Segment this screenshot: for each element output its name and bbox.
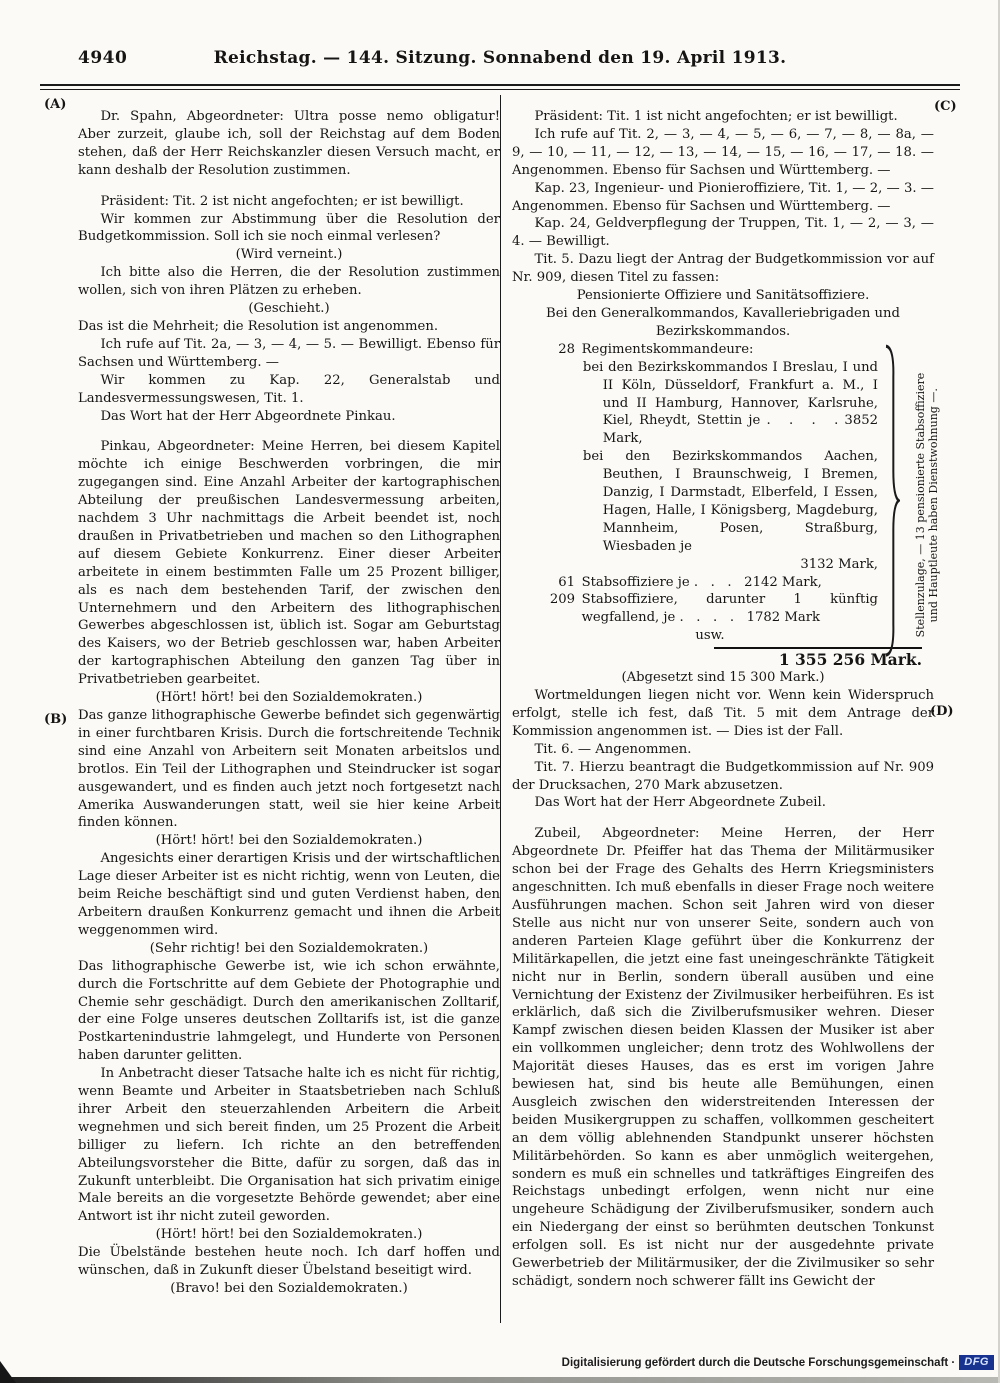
stage-direction: (Hört! hört! bei den Sozialdemokraten.)	[155, 833, 423, 849]
item-number: 61	[558, 574, 575, 590]
paragraph: Kap. 23, Ingenieur- und Pionieroffiziere, Tit. 1, — 2, — 3. — Angenommen. Ebenso für Sachsen und Württemberg. —	[512, 180, 934, 214]
margin-marker-c: (C)	[934, 99, 957, 114]
paragraph: Ich rufe auf Tit. 2a, — 3, — 4, — 5. — Bewilligt. Ebenso für Sachsen und Württemberg. —	[78, 336, 500, 370]
paragraph: Ich bitte also die Herren, die der Resolution zustimmen wollen, sich von ihren Plätzen zu erheben.	[78, 265, 500, 299]
paragraph: Die Übelstände bestehen heute noch. Ich darf hoffen und wünschen, daß in Zukunft dieser Übelstand beseitigt wird.	[78, 1245, 500, 1279]
budget-line: bei den Bezirkskommandos I Breslau, I und II Köln, Düsseldorf, Frankfurt a. M., I und II Hamburg, Hannover, Karlsruhe, Kiel, Rheydt, Stettin je . . . . 3852 Mark,	[582, 359, 878, 447]
budget-line: 209 Stabsoffiziere, darunter 1 künftig wegfallend, je . . . . 1782 Mark	[542, 591, 878, 627]
budget-block	[542, 341, 940, 670]
margin-marker-b: (B)	[44, 712, 68, 727]
paragraph: Angesichts einer derartigen Krisis und der wirtschaftlichen Lage dieser Arbeiter ist es nicht richtig, wenn von Leuten, die beim Reiche beschäftigt sind und guten Verdienst haben, den Arbeitern draußen Konkurrenz gemacht und ihnen die Arbeit weggenommen wird.	[78, 851, 500, 938]
right-column	[512, 95, 940, 1291]
footer-credit-text: Digitalisierung gefördert durch die Deutsche Forschungsgemeinschaft ·	[561, 1356, 956, 1369]
right-column-top	[512, 108, 934, 341]
scan-edge-corner	[0, 1361, 16, 1383]
paragraph: In Anbetracht dieser Tatsache halte ich es nicht für richtig, wenn Beamte und Arbeiter in Staatsbetrieben nach Schluß ihrer Arbeit den steuerzahlenden Arbeitern die Arbeit wegnehmen und sich bereit finden, um 25 Prozent die Arbeit billiger zu liefern. Ich richte an den betreffenden Abteilungsvorsteher die Bitte, dafür zu sorgen, daß das in Zukunft unterbleibt. Die Organisation hat sich privatim einige Male bereits an die vorgesetzte Behörde gewendet; aber eine Antwort ist ihr nicht zuteil geworden.	[78, 1066, 500, 1225]
left-column	[78, 95, 500, 1298]
item-number: 209	[549, 592, 575, 608]
margin-marker-d: (D)	[930, 704, 954, 719]
margin-marker-a: (A)	[44, 97, 67, 112]
budget-total: 1 355 256 Mark.	[714, 647, 922, 669]
page-number: 4940	[78, 48, 128, 68]
paragraph: Tit. 5. Dazu liegt der Antrag der Budgetkommission vor auf Nr. 909, diesen Titel zu fassen:	[512, 252, 934, 286]
paragraph: Ich rufe auf Tit. 2, — 3, — 4, — 5, — 6, — 7, — 8, — 8a, — 9, — 10, — 11, — 12, — 13, — 14, — 15, — 16, — 17, — 18. — Angenommen. Ebenso für Sachsen und Württemberg. —	[512, 126, 934, 178]
right-column-bottom	[512, 669, 934, 1291]
paragraph: Tit. 7. Hierzu beantragt die Budgetkommission auf Nr. 909 der Drucksachen, 270 Mark abzusetzen.	[512, 759, 934, 793]
item-number: 28	[558, 341, 575, 357]
stage-direction: Bei den Generalkommandos, Kavalleriebrigaden und Bezirkskommandos.	[546, 305, 900, 339]
speech-paragraph: Pinkau, Abgeordneter: Meine Herren, bei diesem Kapitel möchte ich einige Beschwerden vorbringen, die mir zugegangen sind. Eine Anzahl Arbeiter der kartographischen Abteilung der preußischen Landesvermessung arbeiten, nachdem 3 Uhr nachmittags die Arbeit beendet ist, noch draußen in Privatbetrieben und machen so den Lithographen auf diesem Gebiete Konkurrenz. Einer dieser Arbeiter arbeitete in einem bestimmten Falle um 25 Prozent billiger, als es nach dem bestehenden Tarif, der zwischen den Unternehmern und den Arbeitern des lithographischen Gewerbes abgeschlossen ist, üblich ist. Sogar am Geburtstag des Kaisers, wo der Betrieb geschlossen war, haben Arbeiter der kartographischen Abteilung den ganzen Tag über in Privatbetrieben gearbeitet.	[78, 439, 500, 688]
stage-direction: usw.	[695, 628, 725, 644]
rotated-note-line: Stellenzulage, — 13 pensionierte Stabsoffiziere	[914, 372, 927, 638]
page-title: Reichstag. — 144. Sitzung. Sonnabend den 19. April 1913.	[213, 48, 787, 68]
stage-direction: (Geschieht.)	[248, 301, 330, 317]
budget-amount: 3132 Mark,	[800, 556, 878, 572]
budget-line: 28 Regimentskommandeure:	[542, 341, 878, 359]
budget-line: 61 Stabsoffiziere je . . . 2142 Mark,	[542, 574, 878, 592]
paragraph: Das Wort hat der Herr Abgeordnete Zubeil.	[534, 795, 826, 811]
rotated-margin-note	[914, 341, 940, 669]
rotated-note-line: und Hauptleute haben Dienstwohnung —.	[927, 387, 940, 623]
stage-direction: (Hört! hört! bei den Sozialdemokraten.)	[155, 690, 423, 706]
dfg-logo: DFG	[959, 1355, 994, 1370]
column-divider-rule	[500, 95, 501, 1323]
paragraph: Das ist die Mehrheit; die Resolution ist angenommen.	[78, 318, 439, 334]
curly-brace-icon	[884, 343, 900, 658]
speech-paragraph: Präsident: Tit. 2 ist nicht angefochten; er ist bewilligt.	[100, 193, 464, 209]
stage-direction: (Abgesetzt sind 15 300 Mark.)	[621, 670, 825, 686]
stage-direction: (Sehr richtig! bei den Sozialdemokraten.)	[149, 940, 429, 956]
paragraph: Das Wort hat der Herr Abgeordnete Pinkau.	[100, 408, 396, 424]
stage-direction: (Wird verneint.)	[235, 247, 343, 263]
digitization-footer	[562, 1355, 994, 1370]
paragraph: Das ganze lithographische Gewerbe befindet sich gegenwärtig in einer furchtbaren Krisis. Durch die fortschreitende Technik sind eine Anzahl von Arbeitern seit Monaten arbeitslos und brotlos. Ein Teil der Lithographen und Steindrucker ist sogar ausgewandert, und es finden auch jetzt noch fortgesetzt nach Amerika Auswanderungen statt, weil sie hier keine Arbeit finden können.	[78, 708, 500, 831]
stage-direction: (Bravo! bei den Sozialdemokraten.)	[170, 1281, 408, 1296]
header-double-rule	[40, 84, 960, 90]
speech-paragraph: Dr. Spahn, Abgeordneter: Ultra posse nemo obligatur! Aber zurzeit, glaube ich, soll der Reichstag auf dem Boden stehen, daß der Herr Reichskanzler diesen Versuch macht, er kann deshalb der Resolution zustimmen.	[78, 109, 500, 178]
paragraph: Wir kommen zu Kap. 22, Generalstab und Landesvermessungswesen, Tit. 1.	[78, 372, 500, 406]
paragraph: Tit. 6. — Angenommen.	[534, 741, 692, 757]
stage-direction: Pensionierte Offiziere und Sanitätsoffiziere.	[576, 288, 870, 304]
paragraph: Wir kommen zur Abstimmung über die Resolution der Budgetkommission. Soll ich sie noch einmal verlesen?	[78, 211, 500, 245]
paragraph: Das lithographische Gewerbe ist, wie ich schon erwähnte, durch die Fortschritte auf dem Gebiete der Photographie und Chemie sehr geschädigt. Durch den amerikanischen Zolltarif, der eine Folge unseres deutschen Zolltarifs ist, ist die ganze Postkartenindustrie lahmgelegt, und Hunderte von Personen haben darunter gelitten.	[78, 958, 500, 1064]
speech-paragraph: Zubeil, Abgeordneter: Meine Herren, der Herr Abgeordnete Dr. Pfeiffer hat das Thema der Militärmusiker schon bei der Frage des Gehalts des Herrn Kriegsministers angeschnitten. Ich muß ebenfalls in dieser Frage noch weitere Ausführungen machen. Schon seit Jahren wird von dieser Stelle aus nicht nur von unserer Seite, sondern auch von anderen Parteien Klage geführt über die Konkurrenz der Militärkapellen, die jetzt eine fast uneingeschränkte Tätigkeit nicht nur in Berlin, sondern überall ausüben und eine Vernichtung der Existenz der Zivilmusiker herbeiführen. Es ist erklärlich, daß sich die Zivilberufsmusiker wehren. Dieser Kampf zwischen diesen beiden Klassen der Musiker ist aber ein vollkommen ungleicher; denn trotz des Wohlwollens der Majorität dieses Hauses, das es erst im vorigen Jahre bewiesen hat, sind bis heute alle Bemühungen, einen Ausgleich zwischen den widerstreitenden Interessen der beiden Musikergruppen zu schaffen, vollkommen gescheitert an dem völlig ablehnenden Standpunkt unserer höchsten Militärbehörden. So kann es aber unmöglich weitergehen, sondern es muß ein schnelles und tatkräftiges Eingreifen des Reichstags unbedingt erfolgen, wenn nicht nur eine ungeheure Schädigung der Zivilberufsmusiker, sondern auch ein Niedergang der einst so berühmten deutschen Tonkunst erfolgen soll. Es ist nicht nur der ausgedehnte private Gewerbetrieb der Militärmusiker, der die Zivilmusiker so sehr schädigt, sondern noch schwerer fällt ins Gewicht der	[512, 826, 934, 1289]
paragraph: Wortmeldungen liegen nicht vor. Wenn kein Widerspruch erfolgt, stelle ich fest, daß Tit. 5 mit dem Antrage der Kommission angenommen ist. — Dies ist der Fall.	[512, 688, 934, 739]
budget-line: bei den Bezirkskommandos Aachen, Beuthen, I Braunschweig, I Bremen, Danzig, I Darmstadt, Elberfeld, I Essen, Hagen, Halle, I Königsberg, Magdeburg, Mannheim, Posen, Straßburg, Wiesbaden je	[582, 449, 878, 554]
scan-edge-bottom	[0, 1377, 1000, 1383]
speech-paragraph: Präsident: Tit. 1 ist nicht angefochten; er ist bewilligt.	[534, 109, 898, 124]
paragraph: Kap. 24, Geldverpflegung der Truppen, Tit. 1, — 2, — 3, — 4. — Bewilligt.	[512, 216, 934, 250]
stage-direction: (Hört! hört! bei den Sozialdemokraten.)	[155, 1227, 423, 1243]
